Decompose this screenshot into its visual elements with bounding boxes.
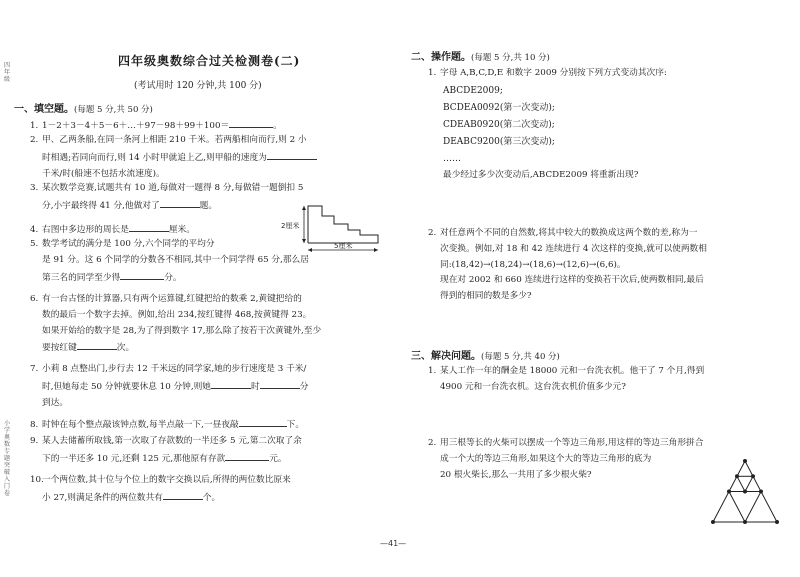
q-text: 第三名的同学至少得 — [42, 272, 121, 283]
q-text: 小 27,则满足条件的两位数共有 — [42, 492, 163, 503]
fill-q3 — [30, 181, 303, 215]
q-text: 甲、乙两条船,在同一条河上相距 210 千米。若两船相向而行,则 2 小 — [42, 135, 307, 145]
q-number: 1. — [30, 121, 39, 131]
q-text: 时 — [251, 381, 260, 392]
q-number: 1. — [428, 68, 437, 78]
q-text: 字母 A,B,C,D,E 和数字 2009 分别按下列方式变动其次序: — [440, 68, 667, 78]
fill-q8 — [30, 416, 304, 434]
answer-blank[interactable] — [160, 197, 200, 208]
q-number: 1. — [428, 366, 437, 376]
ops-q1-sequence — [443, 83, 555, 168]
ops-q2 — [428, 226, 707, 305]
fill-q2 — [30, 133, 317, 182]
page-title: 四年级奥数综合过关检测卷(二) — [118, 54, 301, 68]
solve-q1 — [428, 364, 704, 396]
fill-q10 — [30, 473, 291, 507]
q-number: 5. — [30, 239, 39, 249]
section-solve-heading — [411, 347, 560, 362]
section-solve-note: (每题 5 分,共 40 分) — [481, 352, 560, 362]
q-text: 右图中多边形的周长是 — [42, 225, 129, 235]
section-fill-title: 一、填空题。 — [14, 104, 74, 115]
fill-q6 — [30, 292, 321, 357]
answer-blank[interactable] — [229, 117, 273, 128]
match-triangle-figure — [700, 455, 790, 530]
q-text: 成一个大的等边三角形,如果这个大的等边三角形的底为 — [440, 453, 652, 464]
sequence-line: BCDEA0092(第一次变动); — [443, 103, 555, 113]
answer-blank-hour[interactable] — [211, 378, 251, 389]
q-text: 20 根火柴长,那么一共用了多少根火柴? — [440, 469, 592, 480]
edge-book-label: 小学奥数专题突破入门卷 — [4, 420, 11, 497]
answer-blank[interactable] — [77, 339, 117, 350]
q-text: 千米/时(船速不包括水流速度)。 — [42, 168, 165, 179]
q-text: 1－2＋3－4＋5－6＋…＋97－98＋99＋100＝ — [42, 121, 230, 131]
q-text: 如果开始给的数字是 28,为了得到数字 17,那么除了按若干次黄键外,至少 — [42, 325, 322, 336]
width-label: 5厘米 — [334, 242, 353, 250]
q-text: 一个两位数,其十位与个位上的数字交换以后,所得的两位数比原来 — [42, 475, 291, 485]
q-text: 题。 — [199, 200, 218, 211]
answer-blank[interactable] — [267, 149, 317, 160]
section-ops-note: (每题 5 分,共 10 分) — [471, 53, 550, 63]
answer-blank[interactable] — [225, 450, 269, 461]
q-text: 某人去储蓄所取钱,第一次取了存款数的一半还多 5 元,第二次取了余 — [42, 436, 302, 446]
page-subtitle: (考试用时 120 分钟,共 100 分) — [134, 81, 262, 91]
q-text: 某次数学竞赛,试题共有 10 道,每做对一题得 8 分,每做错一题倒扣 5 — [42, 183, 304, 193]
q-number: 10. — [30, 475, 44, 485]
answer-blank-minute[interactable] — [260, 378, 300, 389]
q-text: 元。 — [269, 453, 287, 464]
section-solve-title: 三、解决问题。 — [411, 351, 481, 362]
q-number: 3. — [30, 183, 39, 193]
q-number: 2. — [428, 438, 437, 448]
q-number: 8. — [30, 420, 39, 430]
ops-q1 — [428, 66, 667, 82]
q-text: 有一台古怪的计算器,只有两个运算键,红键把给的数乘 2,黄键把给的 — [42, 294, 302, 304]
q-text: 要按红键 — [42, 343, 77, 354]
q-text: 下的一半还多 10 元,还剩 125 元,那他原有存款 — [42, 453, 226, 464]
q-text: 到达。 — [42, 397, 69, 408]
sequence-line: DEABC9200(第三次变动); — [443, 137, 555, 147]
q-text: 数的最后一个数字去掉。例如,给出 234,按红键得 468,按黄键得 23。 — [42, 309, 312, 320]
q-text: 下。 — [286, 420, 305, 430]
sequence-line: ABCDE2009; — [443, 86, 503, 96]
q-text: 是 91 分。这 6 个同学的分数各不相同,其中一个同学得 65 分,那么居 — [42, 254, 309, 265]
q-text: 厘米。 — [168, 225, 195, 235]
fill-q7 — [30, 362, 308, 411]
q-number: 2. — [30, 135, 39, 145]
section-fill-heading — [14, 100, 153, 115]
q-number: 4. — [30, 225, 39, 235]
answer-blank[interactable] — [120, 269, 164, 280]
q-number: 6. — [30, 294, 39, 304]
q-text: 时,但她每走 50 分钟就要休息 10 分钟,则她 — [42, 381, 211, 392]
section-ops-title: 二、操作题。 — [411, 52, 471, 63]
q-text: 同:(18,42)→(18,24)→(18,6)→(12,6)→(6,6)。 — [440, 259, 626, 270]
q-text: 时相遇;若同向而行,则 14 小时甲就追上乙,则甲船的速度为 — [42, 152, 267, 163]
q-text: 某人工作一年的酬金是 18000 元和一台洗衣机。他干了 7 个月,得到 — [440, 366, 705, 376]
q-text: 得到的相同的数是多少? — [440, 291, 532, 302]
q-number: 9. — [30, 436, 39, 446]
sequence-line: CDEAB0920(第二次变动); — [443, 120, 555, 130]
q-number: 2. — [428, 228, 437, 238]
q-text: 小莉 8 点整出门,步行去 12 千米远的同学家,她的步行速度是 3 千米/ — [42, 364, 307, 374]
q-text: 数学考试的满分是 100 分,六个同学的平均分 — [42, 239, 215, 249]
q-text: 次变换。例如,对 18 和 42 连续进行 4 次这样的变换,就可以使两数相 — [440, 243, 707, 254]
q-text: 用三根等长的火柴可以摆成一个等边三角形,用这样的等边三角形拼合 — [440, 438, 704, 448]
q-text: 分。 — [164, 272, 182, 283]
q-text: 现在对 2002 和 660 连续进行这样的变换若干次后,使两数相同,最后 — [440, 275, 704, 286]
q-text: 次。 — [116, 343, 135, 354]
fill-q1: 1. 1－2＋3－4＋5－6＋…＋97－98＋99＋100＝ 。 — [30, 117, 282, 135]
q-text: 4900 元和一台洗衣机。这台洗衣机价值多少元? — [440, 381, 626, 392]
polygon-staircase — [308, 206, 378, 243]
answer-blank[interactable] — [129, 221, 169, 232]
q-text: 分 — [299, 381, 309, 392]
fill-q9 — [30, 434, 302, 468]
q-text: 时钟在每个整点敲该钟点数,每半点敲一下,一昼夜敲 — [42, 420, 239, 430]
height-label: 2厘米 — [281, 222, 300, 230]
section-ops-heading — [411, 48, 550, 63]
q-text: 个。 — [202, 492, 221, 503]
q-number: 7. — [30, 364, 39, 374]
section-fill-note: (每题 5 分,共 50 分) — [74, 105, 153, 115]
solve-q2 — [428, 436, 703, 483]
q-text: 分,小宇最终得 41 分,他做对了 — [42, 200, 160, 211]
sequence-line: …… — [443, 154, 461, 164]
edge-grade-label: 四年级 — [4, 62, 11, 83]
page-number: —41— — [380, 539, 407, 548]
fill-q5 — [30, 237, 309, 286]
answer-blank[interactable] — [163, 489, 203, 500]
answer-blank[interactable] — [239, 416, 287, 427]
ops-q1-question: 最少经过多少次变动后,ABCDE2009 将重新出现? — [443, 170, 639, 180]
q-text: 对任意两个不同的自然数,将其中较大的数换成这两个数的差,称为一 — [440, 228, 698, 238]
